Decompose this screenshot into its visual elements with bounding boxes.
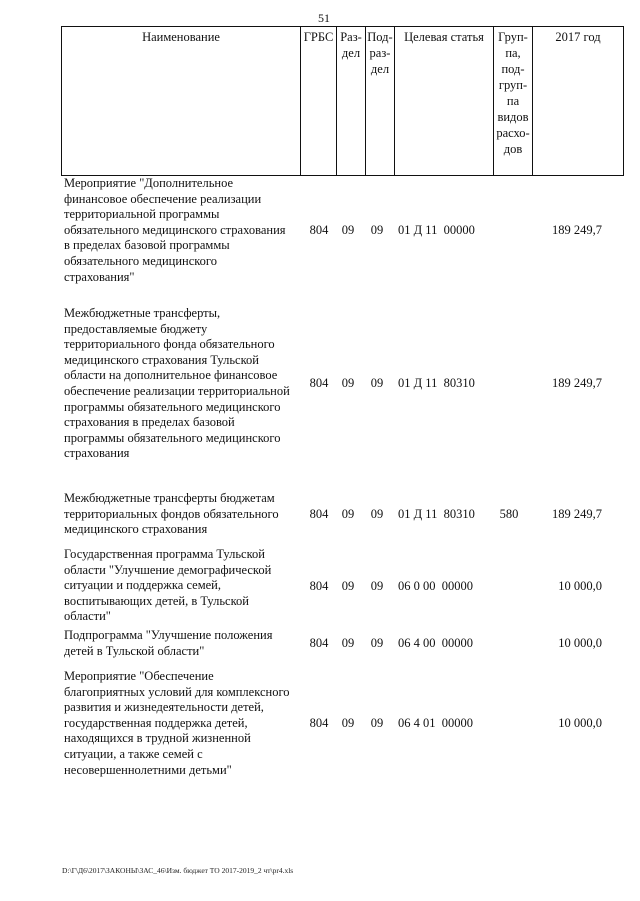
row-celevaya: 01 Д 11 80310	[398, 376, 475, 390]
row-razdel: 09	[341, 716, 355, 730]
row-amount: 10 000,0	[558, 716, 602, 730]
row-name: Государственная программа Тульской области "Улучшение демографической ситуации и поддержка семей, воспитывающих детей, в Тульской области"	[64, 547, 272, 624]
row-razdel: 09	[341, 579, 355, 593]
row-celevaya: 06 4 00 00000	[398, 636, 473, 650]
header-gruppa: Груп- па, под- груп- па видов расхо- дов	[494, 27, 533, 176]
row-name: Межбюджетные трансферты, предоставляемые бюджету территориального фонда обязательного медицинского страхования Тульской области на дополнительное финансовое обеспечение реализации территориальной программы обязательного медицинского страхования в пределах базовой программы обязательного медицинского страхования	[64, 306, 290, 461]
row-name: Подпрограмма "Улучшение положения детей в Тульской области"	[64, 628, 273, 658]
row-razdel: 09	[341, 636, 355, 650]
row-amount: 189 249,7	[552, 223, 602, 237]
row-podrazdel: 09	[370, 636, 384, 650]
row-grbs: 804	[309, 579, 329, 593]
footer-file-path: D:\Г\Д6\2017\ЗАКОНЫ\ЗАС_46\Изм. бюджет ТО 2017-2019_2 чт\pr4.xls	[62, 866, 294, 875]
row-grbs: 804	[309, 716, 329, 730]
header-year: 2017 год	[533, 27, 624, 176]
row-grbs: 804	[309, 223, 329, 237]
row-podrazdel: 09	[370, 716, 384, 730]
row-gruppa: 580	[499, 507, 519, 521]
row-razdel: 09	[341, 223, 355, 237]
row-grbs: 804	[309, 507, 329, 521]
table-header	[61, 26, 624, 176]
row-name: Мероприятие "Обеспечение благоприятных условий для комплексного развития и жизнедеятельности детей, государственная поддержка детей, находящихся в трудной жизненной ситуации, а также семей с несовершеннолетними детьми"	[64, 669, 290, 777]
row-podrazdel: 09	[370, 223, 384, 237]
row-podrazdel: 09	[370, 507, 384, 521]
header-razdel: Раз- дел	[337, 27, 366, 176]
row-amount: 10 000,0	[558, 579, 602, 593]
row-celevaya: 01 Д 11 80310	[398, 507, 475, 521]
row-podrazdel: 09	[370, 579, 384, 593]
row-name: Мероприятие "Дополнительное финансовое обеспечение реализации территориальной программы обязательного медицинского страхования в пределах базовой программы обязательного медицинского страхования"	[64, 176, 286, 284]
header-podrazdel: Под- раз- дел	[366, 27, 395, 176]
header-grbs: ГРБС	[301, 27, 337, 176]
header-name: Наименование	[62, 27, 301, 176]
row-razdel: 09	[341, 507, 355, 521]
row-celevaya: 06 0 00 00000	[398, 579, 473, 593]
row-amount: 189 249,7	[552, 507, 602, 521]
row-podrazdel: 09	[370, 376, 384, 390]
row-name: Межбюджетные трансферты бюджетам территориальных фондов обязательного медицинского страхования	[64, 491, 279, 537]
row-celevaya: 01 Д 11 00000	[398, 223, 475, 237]
page-number: 51	[318, 11, 330, 25]
row-grbs: 804	[309, 376, 329, 390]
row-celevaya: 06 4 01 00000	[398, 716, 473, 730]
row-grbs: 804	[309, 636, 329, 650]
row-amount: 10 000,0	[558, 636, 602, 650]
row-amount: 189 249,7	[552, 376, 602, 390]
row-razdel: 09	[341, 376, 355, 390]
header-celevaya-statya: Целевая статья	[395, 27, 494, 176]
